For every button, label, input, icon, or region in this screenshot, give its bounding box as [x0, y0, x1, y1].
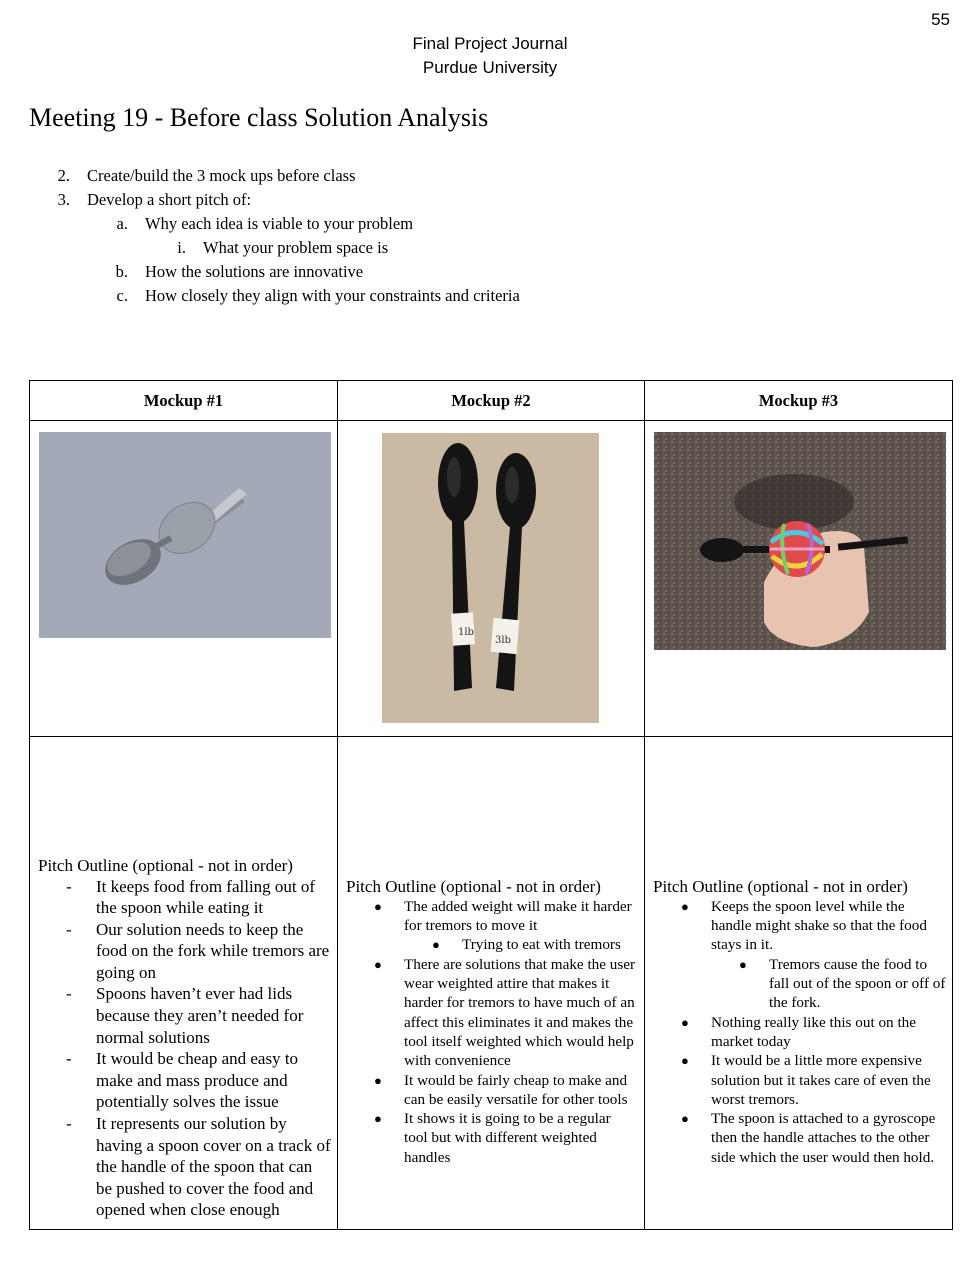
bullet-marker: ● — [681, 1111, 689, 1127]
agenda-marker: 2. — [57, 166, 70, 185]
agenda-marker: 3. — [57, 190, 70, 209]
agenda-marker: a. — [116, 214, 128, 233]
list-item — [38, 983, 331, 1048]
agenda-item — [0, 188, 900, 212]
header-mockup-1: Mockup #1 — [30, 381, 338, 421]
mockup-2-weighted-spoons-photo — [382, 433, 599, 723]
item-text: Keeps the spoon level while the handle might shake so that the food stays in it. — [711, 897, 927, 954]
item-text: There are solutions that make the user wear weighted attire that makes it harder for tremors to have much of an affect this eliminates it and makes the tool itself weighted which would help with convenience — [404, 955, 636, 1070]
bullet-marker: ● — [681, 1053, 689, 1069]
item-text: It represents our solution by having a spoon cover on a track of the handle of the spoon that can be pushed to cover the food and opened when close enough — [96, 1114, 331, 1220]
header-mockup-3: Mockup #3 — [645, 381, 953, 421]
list-item — [653, 1109, 946, 1167]
item-text: The spoon is attached to a gyroscope then the handle attaches to the other side which the user would then hold. — [711, 1110, 936, 1166]
dash-marker: - — [66, 919, 72, 939]
agenda-text: What your problem space is — [203, 238, 389, 257]
bullet-marker: ● — [374, 1072, 382, 1088]
pitch-outline-title: Pitch Outline (optional - not in order) — [38, 855, 293, 875]
list-item — [38, 876, 331, 919]
item-text: Spoons haven’t ever had lids because they aren’t needed for normal solutions — [96, 984, 304, 1047]
agenda-marker: i. — [177, 238, 186, 257]
mockup-1-cad-render — [39, 432, 331, 638]
list-item — [38, 919, 331, 984]
mockup-3-gyroscope-photo — [654, 432, 946, 650]
pitch-row — [30, 737, 953, 1230]
bullet-marker: ● — [432, 937, 440, 953]
mockups-table — [29, 380, 953, 1230]
list-item — [346, 935, 638, 954]
item-text: The added weight will make it harder for tremors to move it — [404, 897, 632, 935]
list-item — [653, 897, 946, 955]
image-cell-3 — [645, 421, 953, 737]
document-header — [0, 32, 980, 80]
list-item — [346, 897, 638, 936]
list-item — [38, 1113, 331, 1221]
item-text: It would be a little more expensive solution but it takes care of even the worst tremors. — [711, 1052, 931, 1108]
agenda-text: Why each idea is viable to your problem — [145, 214, 414, 233]
bullet-marker: ● — [374, 898, 382, 914]
pitch-outline-title: Pitch Outline (optional - not in order) — [653, 876, 908, 896]
list-item — [346, 1109, 638, 1167]
pitch-outline-title: Pitch Outline (optional - not in order) — [346, 876, 601, 896]
agenda-item — [0, 212, 900, 236]
pitch-cell-3 — [645, 737, 953, 1230]
agenda-marker: c. — [116, 286, 128, 305]
header-mockup-2: Mockup #2 — [338, 381, 645, 421]
item-text: Tremors cause the food to fall out of the spoon or off of the fork. — [769, 955, 946, 1012]
agenda-item — [0, 284, 900, 308]
bullet-marker: ● — [739, 956, 747, 972]
bullet-marker: ● — [681, 898, 689, 914]
image-cell-2 — [338, 421, 645, 737]
image-cell-1 — [30, 421, 338, 737]
list-item — [653, 1013, 946, 1052]
dash-marker: - — [66, 1049, 72, 1069]
bullet-marker: ● — [374, 1111, 382, 1127]
pitch-cell-2 — [338, 737, 645, 1230]
dash-marker: - — [66, 984, 72, 1004]
header-line-2: Purdue University — [422, 58, 558, 77]
agenda-item — [0, 260, 900, 284]
list-item — [653, 955, 946, 1013]
agenda-list — [0, 164, 900, 308]
label-3lb: 3lb — [495, 635, 511, 646]
bullet-marker: ● — [681, 1014, 689, 1030]
header-line-1: Final Project Journal — [412, 34, 568, 53]
agenda-text: Create/build the 3 mock ups before class — [87, 166, 356, 185]
header-row — [30, 381, 953, 421]
pitch-cell-1 — [30, 737, 338, 1230]
item-text: Trying to eat with tremors — [462, 936, 621, 954]
item-text: It would be fairly cheap to make and can be easily versatile for other tools — [404, 1071, 628, 1108]
pitch-list-1 — [38, 876, 331, 1222]
agenda-text: How closely they align with your constraints and criteria — [145, 286, 520, 305]
pitch-list-2 — [346, 897, 638, 1167]
item-text: It would be cheap and easy to make and mass produce and potentially solves the issue — [96, 1049, 299, 1112]
agenda-item — [0, 236, 900, 260]
item-text: It keeps food from falling out of the spoon while eating it — [96, 876, 316, 918]
item-text: Our solution needs to keep the food on the fork while tremors are going on — [96, 919, 330, 982]
label-1lb: 1lb — [458, 627, 474, 638]
agenda-item — [0, 164, 900, 188]
dash-marker: - — [66, 1114, 72, 1134]
agenda-text: How the solutions are innovative — [145, 262, 364, 281]
item-text: It shows it is going to be a regular tool but with different weighted handles — [404, 1110, 611, 1166]
list-item — [38, 1048, 331, 1113]
agenda-marker: b. — [115, 262, 128, 281]
agenda-text: Develop a short pitch of: — [87, 190, 252, 209]
dash-marker: - — [66, 876, 72, 896]
list-item — [346, 1071, 638, 1110]
list-item — [653, 1051, 946, 1109]
image-row — [30, 421, 953, 737]
list-item — [346, 955, 638, 1071]
page-title: Meeting 19 - Before class Solution Analysis — [29, 103, 489, 132]
item-text: Nothing really like this out on the market today — [711, 1013, 917, 1050]
pitch-list-3 — [653, 897, 946, 1167]
page-number: 55 — [931, 10, 950, 29]
bullet-marker: ● — [374, 956, 382, 972]
